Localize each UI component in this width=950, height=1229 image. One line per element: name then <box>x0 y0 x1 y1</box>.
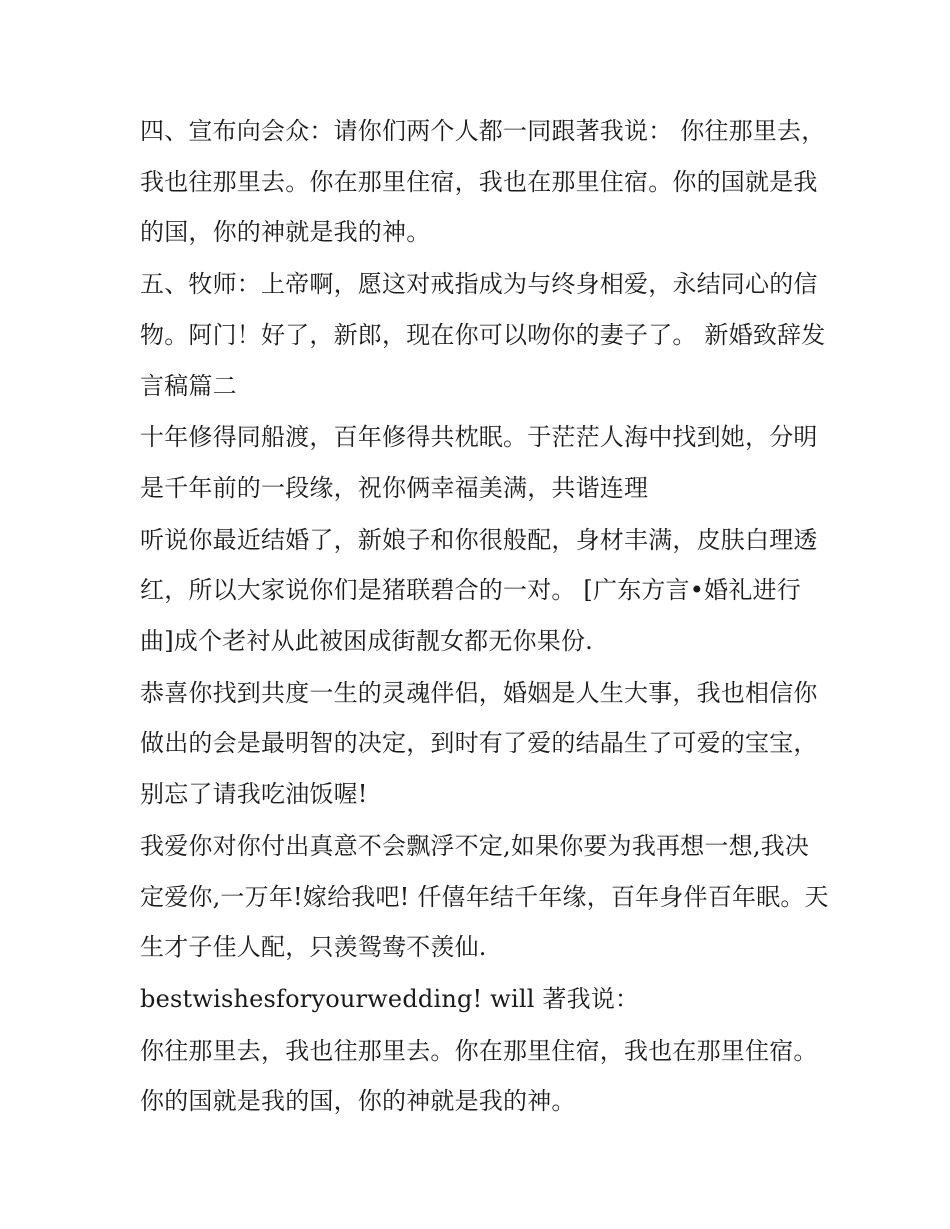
paragraph-pastor-blessing: 五、牧师：上帝啊，愿这对戒指成为与终身相爱，永结同心的信物。阿门！好了，新郎，现在你可以吻你的妻子了。 新婚致辞发言稿篇二 <box>140 270 826 400</box>
paragraph-best-wishes: bestwishesforyourwedding! will 著我说： <box>140 984 640 1013</box>
paragraph-wish-fate: 十年修得同船渡，百年修得共枕眠。于茫茫人海中找到她，分明是千年前的一段缘，祝你俩幸福美满，共谐连理 <box>140 423 818 502</box>
paragraph-wish-love: 我爱你对你付出真意不会飘浮不定,如果你要为我再想一想,我决定爱你,一万年!嫁给我吧! 仟僖年结千年缘，百年身伴百年眠。天生才子佳人配，只羡鸳鸯不羡仙. <box>140 831 829 962</box>
paragraph-wish-soulmate: 恭喜你找到共度一生的灵魂伴侣，婚姻是人生大事，我也相信你做出的会是最明智的决定，到时有了爱的结晶生了可爱的宝宝，别忘了请我吃油饭喔! <box>140 678 818 809</box>
paragraph-vow-repeat: 你往那里去，我也往那里去。你在那里住宿，我也在那里住宿。你的国就是我的国，你的神就是我的神。 <box>140 1036 818 1116</box>
paragraph-wish-bride: 听说你最近结婚了，新娘子和你很般配，身材丰满，皮肤白理透红，所以大家说你们是猪联碧合的一对。 [广东方言•婚礼进行曲]成个老衬从此被困成街靓女都无你果份. <box>140 525 818 656</box>
document-body <box>140 106 830 1128</box>
paragraph-vows-declaration: 四、宣布向会众：请你们两个人都一同跟著我说： 你往那里去，我也往那里去。你在那里住宿，我也在那里住宿。你的国就是我的国，你的神就是我的神。 <box>140 117 826 247</box>
